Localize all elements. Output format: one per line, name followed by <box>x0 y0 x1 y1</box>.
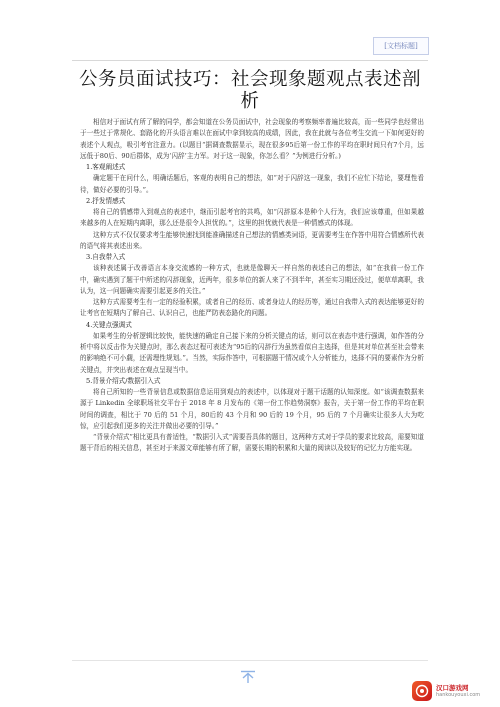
section-5-heading: 5.背景介绍式/数据引入式 <box>86 376 161 385</box>
arrow-up-icon[interactable] <box>239 669 257 683</box>
footer-divider <box>72 660 428 661</box>
section-4-paragraph: 如果考生的分析逻辑比较快，能快速的确定自己接下来的分析关键点的话，则可以在表态中进行强调，如作答的分析中将以反击作为关键点时，那么表态过程可表述为“95后的闪辞行为虽然看似自主选择，但是其对单位甚至社会带来的影响绝不可小觑，还需理性规划。”。当然，实际作答中，可根据题干情况或个人分析能力，选择不同的要素作为分析关键点，并突出表述在观点呈现当中。 <box>80 331 424 374</box>
page-title: 公务员面试技巧：社会现象题观点表述剖析 <box>78 69 421 112</box>
watermark-domain: hankouyouxi.com <box>436 692 481 698</box>
document-title-badge[interactable]: [文档标题] <box>373 37 429 55</box>
header-divider <box>72 60 428 61</box>
section-5-paragraph-1: 将自己所知的一些背景信息或数据信息运用到观点的表述中，以体现对于题干话题的认知深度。如“该调查数据来源于 Linkedin 全球职场社交平台于 2018 年 8 月发布的《第一份工作趋势洞察》报告，关于第一份工作的平均在职时间的调查，相比于 70 后的 51 个月，80后的 43 个月和 90 后的 19 个月，95 后的 7 个月确实让很多人大为吃惊，应引起我们更多的关注并做出必要的引导。” <box>80 388 424 430</box>
section-1-paragraph: 确定题干在问什么，明确话题后，客观的表明自己的想法，如“对于闪辞这一现象，我们不应忙下结论，要理性看待，做好必要的引导。”。 <box>80 174 424 194</box>
section-1-heading: 1.客观阐述式 <box>86 163 126 171</box>
section-2-paragraph-1: 将自己的情感带入到观点的表述中，继而引起考官的共鸣，如“闪辞原本是种个人行为，我们应该尊重，但如果越来越多的人在短期内离职，那么还是很令人担忧的。”，这里的担忧就代表是一种情感式的体现。 <box>80 208 424 228</box>
section-2-heading: 2.抒发情感式 <box>86 196 126 205</box>
intro-paragraph: 相信对于面试有所了解的同学，都会知道在公务员面试中，社会现象的考察频率普遍比较高，而一些同学也经常出于一些过于常规化、套路化的开头语言难以在面试中拿到较高的成绩，因此，我在此就与各位考生交流一下如何更好的表述个人观点，吸引考官注意力。(以题目“据调查数据显示，现在很多95后第一份工作的平均在职时间只有7个月，远远低于80后、90后群体，成为‘闪辞’主力军。对于这一现象，你怎么看？”为例进行分析。) <box>80 118 424 160</box>
article-body <box>80 117 424 455</box>
site-watermark <box>412 681 494 701</box>
site-logo-icon <box>412 681 432 701</box>
section-3-paragraph-2: 这种方式需要考生有一定的经验积累，或者自己的经历、或者身边人的经历等，通过自我带入式的表达能够更好的让考官在短期内了解自己、认识自己，也能严防表态路化的问题。 <box>80 298 424 318</box>
section-4-heading: 4.关键点强调式 <box>86 320 132 329</box>
section-2-paragraph-2: 这种方式不仅仅要求考生能够快速找到能准确描述自己想法的情感类词语，更需要考生在作答中用符合情感所代表的语气将其表述出来。 <box>80 230 424 250</box>
section-3-heading: 3.自我带入式 <box>86 253 126 261</box>
section-3-paragraph-1: 该种表述属于改善语言本身交流感的一种方式，也就是像聊天一样自然的表述自己的想法，如“在我前一份工作中，确实遇到了题干中所述的闪辞现象，近两年，很多单位的新人来了不到半年，甚至实习期还没过，便草草离职，我认为，这一问题确实需要引起更多的关注。” <box>80 264 424 295</box>
section-5-paragraph-2: “背景介绍式”相比更具有普适性，“数据引入式”需要吾具体的题目，这两种方式对于学员的要求比较高，需要知道题干背后的相关信息，甚至对于来源文章能够有所了解，需要长期的积累和大量的阅读以及较好的记忆力方能实现。 <box>80 433 424 453</box>
watermark-name: 汉口游戏网 <box>436 684 469 692</box>
